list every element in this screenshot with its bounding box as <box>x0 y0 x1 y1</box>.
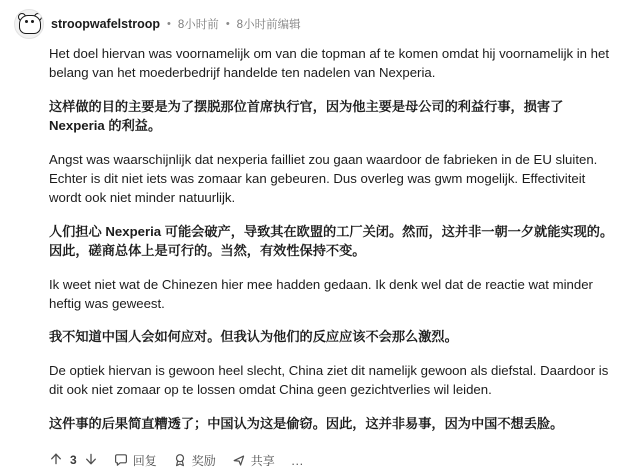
comment-body <box>49 44 626 433</box>
post-timestamp: 8小时前 <box>177 19 219 31</box>
reply-label: 回复 <box>132 453 157 468</box>
paragraph-chinese-1: 这样做的目的主要是为了摆脱那位首席执行官，因为他主要是母公司的利益行事，损害了 Nexperia 的利益。 <box>49 98 564 134</box>
paragraph-dutch-3: Ik weet niet wat de Chinezen hier mee hadden gedaan. Ik denk wel dat de reactie wat minder heftig was geweest. <box>49 276 593 312</box>
author-username[interactable]: stroopwafelstroop <box>51 17 161 31</box>
downvote-button[interactable] <box>84 452 98 469</box>
avatar-eye-left-icon <box>25 20 28 23</box>
post-edited-timestamp: 8小时前编辑 <box>236 19 301 31</box>
share-icon <box>232 453 246 467</box>
avatar-eye-right-icon <box>31 20 34 23</box>
vote-group <box>49 452 98 469</box>
comment-bubble-icon <box>114 453 128 467</box>
paragraph-dutch-2: Angst was waarschijnlijk dat nexperia failliet zou gaan waardoor de fabrieken in de EU sluiten. Echter is dit niet iets was zomaar kan gebeuren. Dus overleg was gwm mogelijk. Effectiviteit wordt ook niet minder natuurlijk. <box>49 151 598 206</box>
paragraph-chinese-2: 人们担心 Nexperia 可能会破产，导致其在欧盟的工厂关闭。然而，这并非一朝一夕就能实现的。因此，磋商总体上是可行的。当然，有效性保持不变。 <box>49 223 614 259</box>
comment-action-bar <box>49 445 626 475</box>
paragraph-chinese-3: 我不知道中国人会如何应对。但我认为他们的反应应该不会那么激烈。 <box>49 329 458 345</box>
upvote-button[interactable] <box>49 452 63 469</box>
reply-button[interactable] <box>114 452 157 469</box>
award-label: 奖励 <box>191 453 216 468</box>
paragraph-dutch-4: De optiek hiervan is gewoon heel slecht, China ziet dit namelijk gewoon als diefstal. Daardoor is dit ook niet zomaar op te lossen omdat China geen gezichtverlies wil leiden. <box>49 362 609 398</box>
paragraph-chinese-4: 这件事的后果简直糟透了；中国认为这是偷窃。因此，这并非易事，因为中国不想丢脸。 <box>49 415 564 431</box>
award-icon <box>173 453 187 467</box>
meta-separator-2: • <box>225 17 230 30</box>
award-button[interactable] <box>173 452 216 469</box>
comment-header <box>14 10 626 38</box>
share-button[interactable] <box>232 452 275 469</box>
more-options-button[interactable]: … <box>290 452 306 468</box>
vote-count: 3 <box>70 453 77 468</box>
share-label: 共享 <box>250 453 275 468</box>
meta-separator-1: • <box>167 17 171 30</box>
avatar-face-icon <box>19 15 41 34</box>
paragraph-dutch-1: Het doel hiervan was voornamelijk om van die topman af te komen omdat hij voornamelijk in het belang van het moederbedrijf handelde ten nadelen van Nexperia. <box>49 46 610 81</box>
avatar[interactable] <box>14 9 44 39</box>
